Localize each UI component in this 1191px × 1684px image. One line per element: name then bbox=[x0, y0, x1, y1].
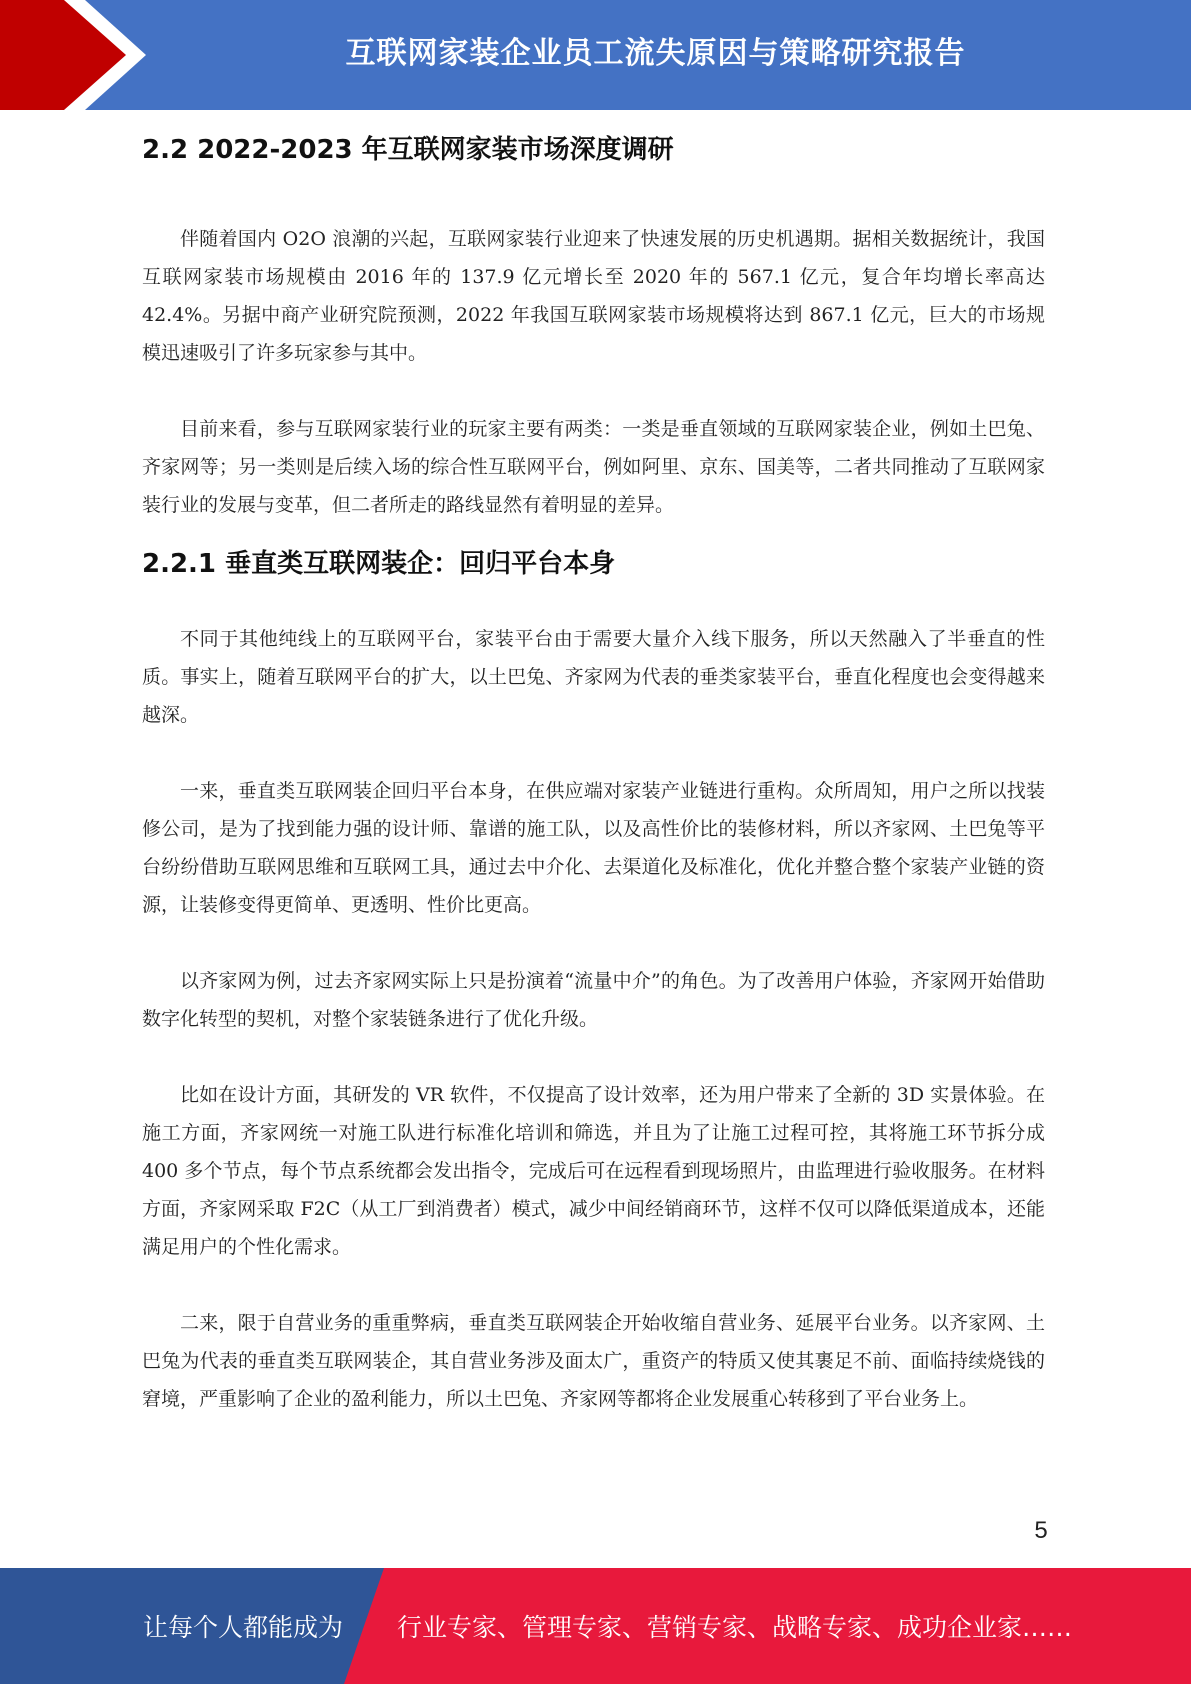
paragraph: 一来，垂直类互联网装企回归平台本身，在供应端对家装产业链进行重构。众所周知，用户之所以找装修公司，是为了找到能力强的设计师、靠谱的施工队，以及高性价比的装修材料，所以齐家网、土巴兔等平台纷纷借助互联网思维和互联网工具，通过去中介化、去渠道化及标准化，优化并整合整个家装产业链的资源，让装修变得更简单、更透明、性价比更高。 bbox=[142, 780, 1045, 916]
paragraph: 以齐家网为例，过去齐家网实际上只是扮演着“流量中介”的角色。为了改善用户体验，齐家网开始借助数字化转型的契机，对整个家装链条进行了优化升级。 bbox=[142, 970, 1045, 1030]
paragraph: 不同于其他纯线上的互联网平台，家装平台由于需要大量介入线下服务，所以天然融入了半垂直的性质。事实上，随着互联网平台的扩大，以土巴兔、齐家网为代表的垂类家装平台，垂直化程度也会变得越来越深。 bbox=[142, 628, 1045, 726]
paragraph: 比如在设计方面，其研发的 VR 软件，不仅提高了设计效率，还为用户带来了全新的 3D 实景体验。在施工方面，齐家网统一对施工队进行标准化培训和筛选，并且为了让施工过程可控，其将施工环节拆分成 400 多个节点，每个节点系统都会发出指令，完成后可在远程看到现场照片，由监理进行验收服务。在材料方面，齐家网采取 F2C（从工厂到消费者）模式，减少中间经销商环节，这样不仅可以降低渠道成本，还能满足用户的个性化需求。 bbox=[142, 1084, 1045, 1258]
section-heading-2-2-1: 2.2.1 垂直类互联网装企：回归平台本身 bbox=[142, 549, 616, 579]
page-header bbox=[0, 0, 1191, 110]
footer-slogan-right: 行业专家、管理专家、营销专家、战略专家、成功企业家…… bbox=[397, 1613, 1073, 1642]
red-chevron-decoration bbox=[0, 0, 160, 110]
page-footer bbox=[0, 1568, 1191, 1684]
report-title: 互联网家装企业员工流失原因与策略研究报告 bbox=[345, 36, 966, 71]
paragraph: 二来，限于自营业务的重重弊病，垂直类互联网装企开始收缩自营业务、延展平台业务。以齐家网、土巴兔为代表的垂直类互联网装企，其自营业务涉及面太广，重资产的特质又使其裹足不前、面临持续烧钱的窘境，严重影响了企业的盈利能力，所以土巴兔、齐家网等都将企业发展重心转移到了平台业务上。 bbox=[142, 1312, 1045, 1410]
page-number: 5 bbox=[1034, 1517, 1048, 1544]
paragraph: 伴随着国内 O2O 浪潮的兴起，互联网家装行业迎来了快速发展的历史机遇期。据相关数据统计，我国互联网家装市场规模由 2016 年的 137.9 亿元增长至 2020 年的 567.1 亿元，复合年均增长率高达 42.4%。另据中商产业研究院预测，2022 年我国互联网家装市场规模将达到 867.1 亿元，巨大的市场规模迅速吸引了许多玩家参与其中。 bbox=[142, 228, 1045, 364]
paragraph: 目前来看，参与互联网家装行业的玩家主要有两类：一类是垂直领域的互联网家装企业，例如土巴兔、齐家网等；另一类则是后续入场的综合性互联网平台，例如阿里、京东、国美等，二者共同推动了互联网家装行业的发展与变革，但二者所走的路线显然有着明显的差异。 bbox=[142, 418, 1045, 516]
section-heading-2-2: 2.2 2022-2023 年互联网家装市场深度调研 bbox=[142, 135, 674, 165]
footer-slogan-left: 让每个人都能成为 bbox=[143, 1613, 344, 1642]
page-content bbox=[142, 130, 1045, 1418]
